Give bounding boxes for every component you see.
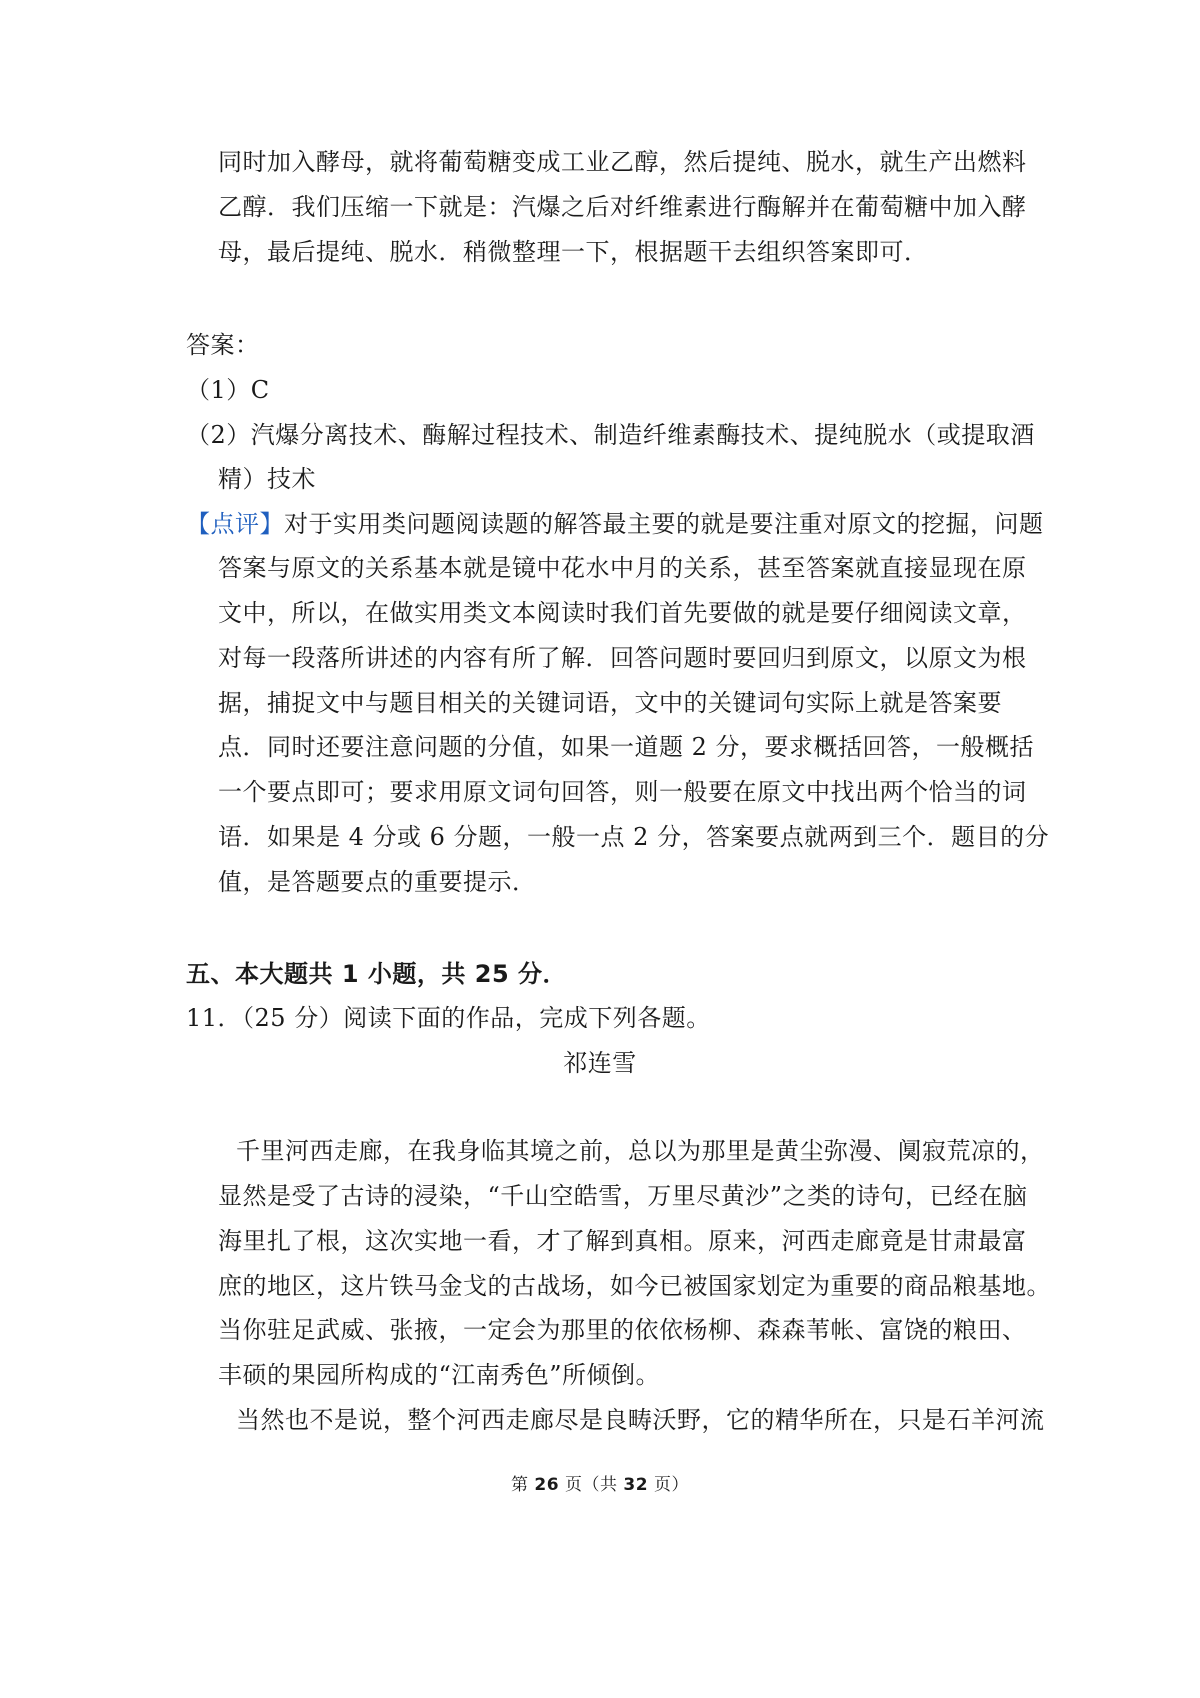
comment-tag: 【点评】 bbox=[186, 510, 284, 538]
passage-line: 当你驻足武威、张掖，一定会为那里的依依杨柳、森森苇帐、富饶的粮田、 bbox=[218, 1316, 1027, 1344]
question-stem: 11．（25 分）阅读下面的作品，完成下列各题。 bbox=[186, 1004, 711, 1032]
answer-item: 精）技术 bbox=[218, 465, 316, 493]
analysis-line: 同时加入酵母，就将葡萄糖变成工业乙醇，然后提纯、脱水，就生产出燃料 bbox=[218, 148, 1027, 176]
comment-line: 语．如果是 4 分或 6 分题，一般一点 2 分，答案要点就两到三个．题目的分 bbox=[218, 823, 1050, 851]
passage-line: 当然也不是说，整个河西走廊尽是良畴沃野，它的精华所在，只是石羊河流 bbox=[236, 1406, 1045, 1434]
comment-first-line bbox=[186, 508, 1044, 540]
page-footer bbox=[0, 1473, 1200, 1497]
footer-page-number: 26 bbox=[534, 1475, 560, 1495]
passage-line: 庶的地区，这片铁马金戈的古战场，如今已被国家划定为重要的商品粮基地。 bbox=[218, 1272, 1051, 1300]
comment-line: 点．同时还要注意问题的分值，如果一道题 2 分，要求概括回答，一般概括 bbox=[218, 733, 1035, 761]
footer-suffix: 页） bbox=[653, 1475, 689, 1495]
analysis-line: 母，最后提纯、脱水．稍微整理一下，根据题干去组织答案即可． bbox=[218, 238, 929, 266]
analysis-line: 乙醇．我们压缩一下就是：汽爆之后对纤维素进行酶解并在葡萄糖中加入酵 bbox=[218, 193, 1027, 221]
passage-line: 千里河西走廊，在我身临其境之前，总以为那里是黄尘弥漫、阒寂荒凉的， bbox=[236, 1137, 1045, 1165]
passage-line: 显然是受了古诗的浸染，“千山空皓雪，万里尽黄沙”之类的诗句，已经在脑 bbox=[218, 1182, 1028, 1210]
comment-text: 对于实用类问题阅读题的解答最主要的就是要注重对原文的挖掘，问题 bbox=[284, 510, 1044, 538]
footer-prefix: 第 bbox=[511, 1475, 529, 1495]
comment-line: 据，捕捉文中与题目相关的关键词语，文中的关键词句实际上就是答案要 bbox=[218, 689, 1002, 717]
answer-label: 答案： bbox=[186, 331, 260, 359]
comment-line: 一个要点即可；要求用原文词句回答，则一般要在原文中找出两个恰当的词 bbox=[218, 778, 1027, 806]
footer-mid: 页（共 bbox=[565, 1475, 618, 1495]
comment-line: 答案与原文的关系基本就是镜中花水中月的关系，甚至答案就直接显现在原 bbox=[218, 554, 1027, 582]
answer-item: （2）汽爆分离技术、酶解过程技术、制造纤维素酶技术、提纯脱水（或提取酒 bbox=[186, 421, 1035, 449]
passage-line: 海里扎了根，这次实地一看，才了解到真相。原来，河西走廊竟是甘肃最富 bbox=[218, 1227, 1027, 1255]
comment-line: 文中，所以，在做实用类文本阅读时我们首先要做的就是要仔细阅读文章， bbox=[218, 599, 1027, 627]
section-heading: 五、本大题共 1 小题，共 25 分． bbox=[186, 960, 568, 988]
answer-item: （1）C bbox=[186, 376, 270, 404]
passage-title: 祁连雪 bbox=[563, 1049, 637, 1077]
footer-total-pages: 32 bbox=[623, 1475, 649, 1495]
passage-line: 丰硕的果园所构成的“江南秀色”所倾倒。 bbox=[218, 1361, 661, 1389]
comment-line: 对每一段落所讲述的内容有所了解．回答问题时要回归到原文，以原文为根 bbox=[218, 644, 1027, 672]
comment-line: 值，是答题要点的重要提示． bbox=[218, 868, 537, 896]
